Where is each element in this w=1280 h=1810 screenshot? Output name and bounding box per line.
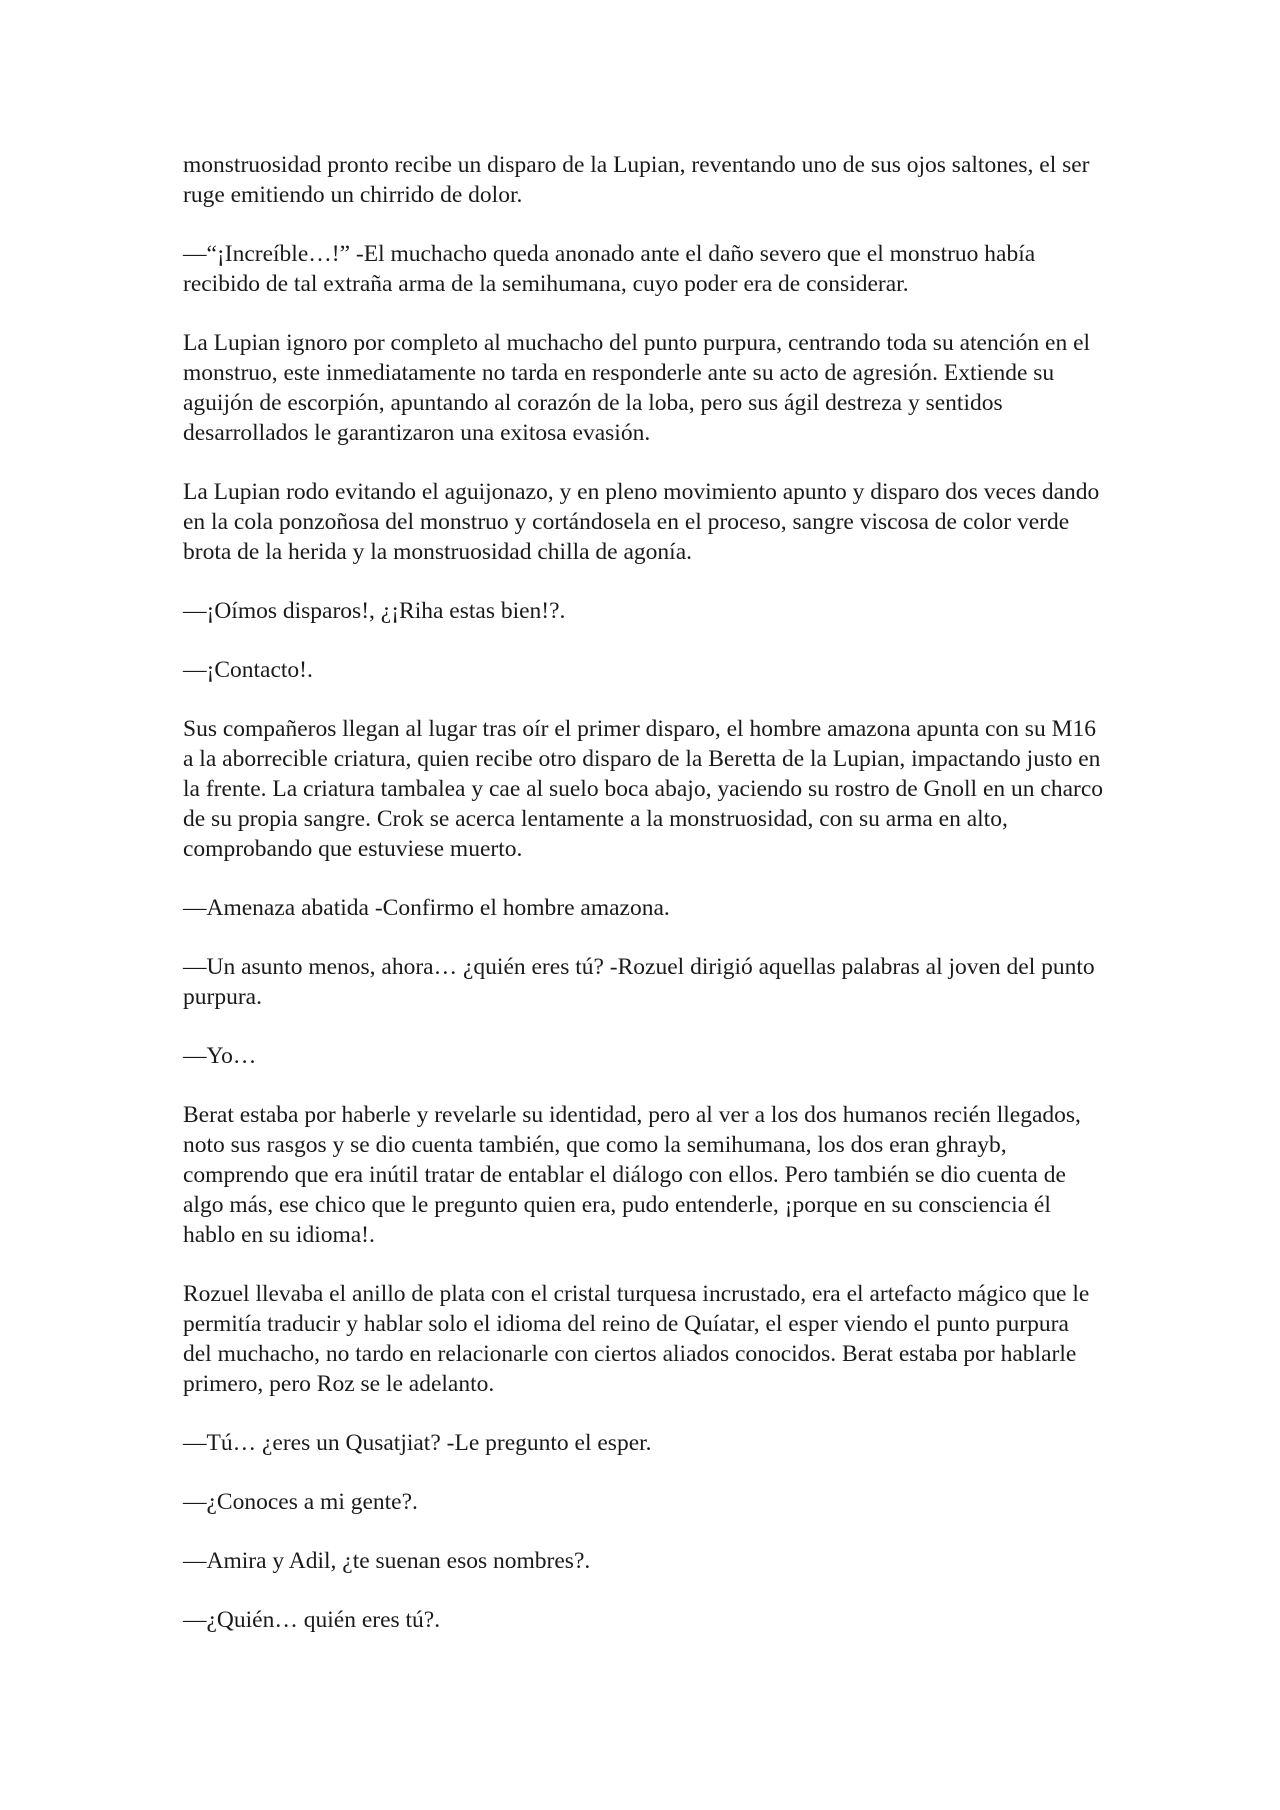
paragraph-5: —¡Oímos disparos!, ¿¡Riha estas bien!?. [183, 598, 566, 624]
paragraph-15: —Amira y Adil, ¿te suenan esos nombres?. [183, 1548, 591, 1574]
paragraph-1: monstruosidad pronto recibe un disparo de la Lupian, reventando uno de sus ojos saltones, el ser ruge emitiendo un chirrido de dolor. [183, 152, 1090, 208]
paragraph-4: La Lupian rodo evitando el aguijonazo, y en pleno movimiento apunto y disparo dos veces dando en la cola ponzoñosa del monstruo y cortándosela en el proceso, sangre viscosa de color verde brota de la herida y la monstruosidad chilla de agonía. [183, 479, 1100, 565]
document-page [183, 150, 1103, 1664]
paragraph-14: —¿Conoces a mi gente?. [183, 1489, 418, 1515]
paragraph-11: Berat estaba por haberle y revelarle su identidad, pero al ver a los dos humanos recién llegados, noto sus rasgos y se dio cuenta también, que como la semihumana, los dos eran ghrayb, comprendo que era inútil tratar de entablar el diálogo con ellos. Pero también se dio cuenta de algo más, ese chico que le pregunto quien era, pudo entenderle, ¡porque en su consciencia él hablo en su idioma!. [183, 1102, 1081, 1248]
paragraph-12: Rozuel llevaba el anillo de plata con el cristal turquesa incrustado, era el artefacto mágico que le permitía traducir y hablar solo el idioma del reino de Quíatar, el esper viendo el punto purpura del muchacho, no tardo en relacionarle con ciertos aliados conocidos. Berat estaba por hablarle primero, pero Roz se le adelanto. [183, 1281, 1090, 1397]
paragraph-10: —Yo… [183, 1043, 257, 1069]
paragraph-13: —Tú… ¿eres un Qusatjiat? -Le pregunto el esper. [183, 1430, 652, 1456]
paragraph-3: La Lupian ignoro por completo al muchacho del punto purpura, centrando toda su atención en el monstruo, este inmediatamente no tarda en responderle ante su acto de agresión. Extiende su aguijón de escorpión, apuntando al corazón de la loba, pero sus ágil destreza y sentidos desarrollados le garantizaron una exitosa evasión. [183, 330, 1091, 446]
paragraph-9: —Un asunto menos, ahora… ¿quién eres tú? -Rozuel dirigió aquellas palabras al joven del punto purpura. [183, 954, 1095, 1010]
paragraph-6: —¡Contacto!. [183, 657, 313, 683]
paragraph-2: —“¡Increíble…!” -El muchacho queda anonado ante el daño severo que el monstruo había recibido de tal extraña arma de la semihumana, cuyo poder era de considerar. [183, 241, 1036, 297]
paragraph-7: Sus compañeros llegan al lugar tras oír el primer disparo, el hombre amazona apunta con su M16 a la aborrecible criatura, quien recibe otro disparo de la Beretta de la Lupian, impactando justo en la frente. La criatura tambalea y cae al suelo boca abajo, yaciendo su rostro de Gnoll en un charco de su propia sangre. Crok se acerca lentamente a la monstruosidad, con su arma en alto, comprobando que estuviese muerto. [183, 716, 1103, 862]
paragraph-16: —¿Quién… quién eres tú?. [183, 1607, 441, 1633]
paragraph-8: —Amenaza abatida -Confirmo el hombre amazona. [183, 895, 670, 921]
